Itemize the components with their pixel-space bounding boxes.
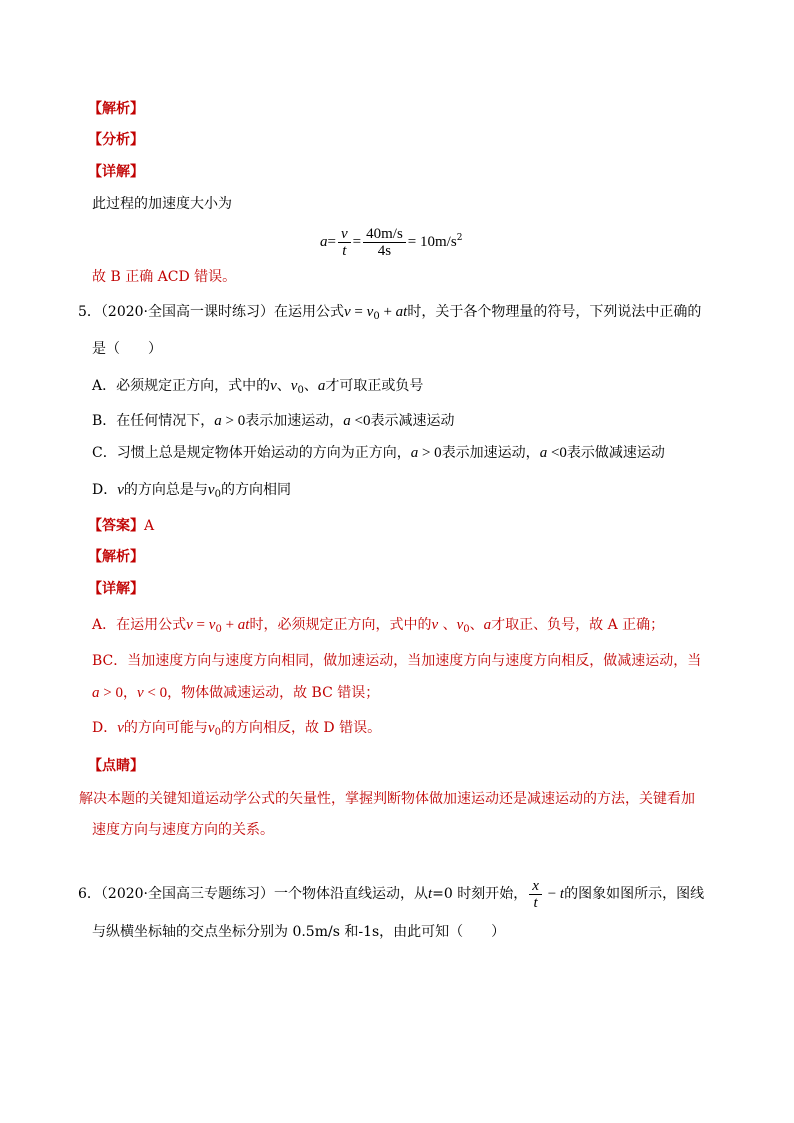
q5-stem: 5．（2020·全国高一课时练习）在运用公式$v = v_0$ + at时，关于各个物理量的符号，下列说法中正确的 bbox=[78, 304, 702, 322]
q6-stem: 6．（2020·全国高三专题练习）一个物体沿直线运动，从t=0 时刻开始， $\frac{x}{t}$ − t的图象如图所示，图线 bbox=[78, 877, 705, 911]
q5-explain-bc-line1: BC．当加速度方向与速度方向相同，做加速运动，当加速度方向与速度方向相反，做减速运动，当 bbox=[92, 653, 702, 669]
q5-detail-tag: 【详解】 bbox=[88, 581, 144, 597]
q5-option-c: C．习惯上总是规定物体开始运动的方向为正方向，a > 0表示加速运动，a <0表示做减速运动 bbox=[92, 445, 665, 461]
acceleration-text: 此过程的加速度大小为 bbox=[92, 196, 232, 212]
q5-explain-d: D．v的方向可能与$v_0$的方向相反，故 D 错误。 bbox=[92, 720, 382, 738]
prev-conclusion: 故 B 正确 ACD 错误。 bbox=[92, 269, 237, 285]
analysis-tag: 【解析】 bbox=[88, 101, 144, 117]
detail-tag: 【详解】 bbox=[88, 164, 144, 180]
q5-comment-line2: 速度方向与速度方向的关系。 bbox=[92, 822, 274, 838]
q5-option-d: D．v的方向总是与$v_0$的方向相同 bbox=[92, 482, 291, 500]
q5-comment-line1: 解决本题的关键知道运动学公式的矢量性，掌握判断物体做加速运动还是减速运动的方法，关键看加 bbox=[79, 791, 695, 807]
q5-answer: 【答案】A bbox=[88, 518, 155, 534]
q5-analysis-tag: 【解析】 bbox=[88, 549, 144, 565]
q5-comment-tag: 【点睛】 bbox=[88, 758, 144, 774]
q5-stem-line2: 是（ ） bbox=[92, 341, 162, 357]
q5-explain-a: A．在运用公式$v = v_0$ + at时，必须规定正方向，式中的v 、$v_0$、a才取正、负号，故 A 正确； bbox=[92, 617, 665, 635]
analyze-tag: 【分析】 bbox=[88, 132, 144, 148]
q5-option-b: B．在任何情况下，a > 0表示加速运动，a <0表示减速运动 bbox=[92, 413, 455, 429]
q6-stem-line2: 与纵横坐标轴的交点坐标分别为 0.5m/s 和-1s，由此可知（ ） bbox=[92, 924, 506, 940]
acceleration-formula: a= $\frac{v}{t}$ = $\frac{40m/s}{4s}$ = $10m/s^2$ bbox=[320, 225, 463, 259]
q5-explain-bc-line2: a > 0，v < 0，物体做减速运动，故 BC 错误； bbox=[92, 685, 380, 701]
q5-option-a: A．必须规定正方向，式中的v、$v_0$、a才可取正或负号 bbox=[92, 378, 424, 396]
